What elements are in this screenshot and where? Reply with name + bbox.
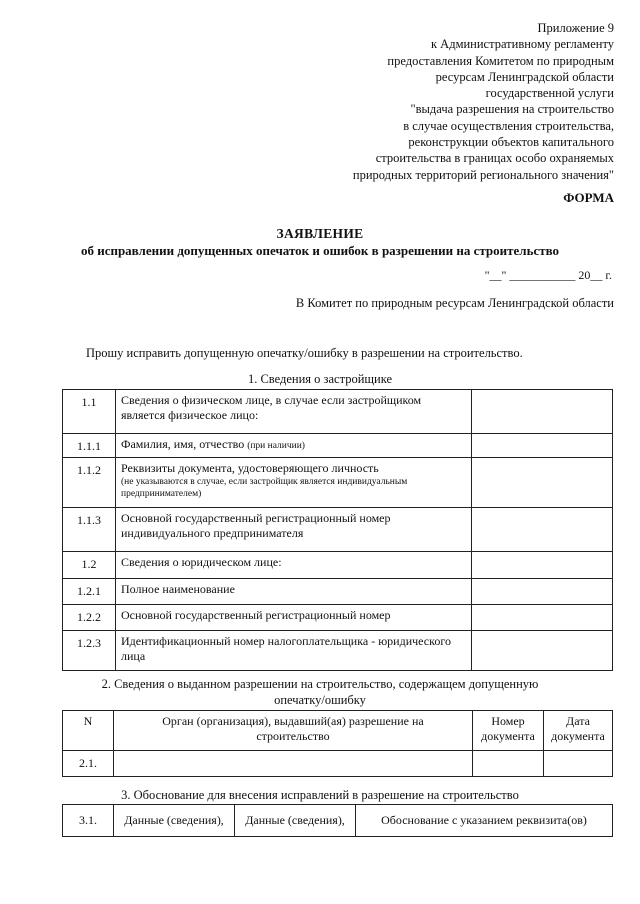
header-line: Приложение 9 xyxy=(537,21,614,35)
row-label-text: Полное наименование xyxy=(121,582,235,596)
row-label xyxy=(116,605,472,631)
document-date-cell[interactable] xyxy=(544,751,613,777)
row-value-cell[interactable] xyxy=(472,605,613,631)
header-line: строительства в границах особо охраняемых xyxy=(375,151,614,166)
row-number: 1.1.1 xyxy=(63,434,116,458)
row-number: 2.1. xyxy=(63,751,114,777)
column-header: Данные (сведения), xyxy=(235,805,356,837)
row-number: 1.1.2 xyxy=(63,458,116,508)
appendix-header xyxy=(314,20,614,183)
section2-title-line: опечатку/ошибку xyxy=(274,693,366,707)
row-label xyxy=(116,458,472,508)
column-header: Дата документа xyxy=(544,711,613,751)
row-number: 1.2 xyxy=(63,552,116,579)
table-row xyxy=(63,579,613,605)
column-header: Обоснование с указанием реквизита(ов) xyxy=(356,805,613,837)
recipient: В Комитет по природным ресурсам Ленинградской области xyxy=(295,296,614,310)
row-value-cell[interactable] xyxy=(472,458,613,508)
row-value-cell[interactable] xyxy=(472,552,613,579)
row-label xyxy=(116,508,472,552)
row-note: (не указываются в случае, если застройщик является индивидуальным предпринимателем) xyxy=(121,476,408,499)
row-value-cell[interactable] xyxy=(472,434,613,458)
column-header: Орган (организация), выдавший(ая) разрешение на строительство xyxy=(114,711,473,751)
row-label-text: Основной государственный регистрационный номер индивидуального предпринимателя xyxy=(121,511,391,540)
table-row xyxy=(63,434,613,458)
section1-title: 1. Сведения о застройщике xyxy=(247,372,393,386)
section2-title-line: 2. Сведения о выданном разрешении на строительство, содержащем допущенную xyxy=(101,677,539,691)
row-value-cell[interactable] xyxy=(472,390,613,434)
form-label: ФОРМА xyxy=(563,190,614,205)
table-row xyxy=(63,605,613,631)
header-line: ресурсам Ленинградской области xyxy=(435,69,614,84)
column-header: Номер документа xyxy=(473,711,544,751)
row-label xyxy=(116,631,472,671)
row-number: 1.2.3 xyxy=(63,631,116,671)
row-number: 1.1 xyxy=(63,390,116,434)
row-number: 3.1. xyxy=(63,805,114,837)
document-subtitle: об исправлении допущенных опечаток и ошибок в разрешении на строительство xyxy=(80,243,560,258)
header-line: государственной услуги xyxy=(485,86,614,101)
table-header-row xyxy=(63,711,613,751)
header-line: к Административному регламенту xyxy=(430,37,614,52)
table-row xyxy=(63,458,613,508)
permit-table xyxy=(62,710,613,777)
row-value-cell[interactable] xyxy=(472,579,613,605)
document-number-cell[interactable] xyxy=(473,751,544,777)
justification-table xyxy=(62,804,613,837)
table-row xyxy=(63,631,613,671)
header-line: предоставления Комитетом по природным xyxy=(387,53,614,68)
section3-title: 3. Обоснование для внесения исправлений в разрешение на строительство xyxy=(121,788,519,802)
header-line: "выдача разрешения на строительство xyxy=(410,102,614,117)
document-title: ЗАЯВЛЕНИЕ xyxy=(276,226,364,241)
row-label xyxy=(116,390,472,434)
row-label-text: Реквизиты документа, удостоверяющего личность xyxy=(121,461,379,475)
table-row xyxy=(63,751,613,777)
header-line: природных территорий регионального значения" xyxy=(352,167,614,182)
row-label-text: Фамилия, имя, отчество xyxy=(121,437,245,451)
column-header: Данные (сведения), xyxy=(114,805,235,837)
header-line: реконструкции объектов капитального xyxy=(408,135,614,150)
authority-cell[interactable] xyxy=(114,751,473,777)
table-row xyxy=(63,508,613,552)
date-field[interactable]: "__" ___________ 20__ г. xyxy=(484,268,612,282)
table-row xyxy=(63,552,613,579)
request-text: Прошу исправить допущенную опечатку/ошибку в разрешении на строительство. xyxy=(86,346,523,360)
row-number: 1.2.2 xyxy=(63,605,116,631)
row-label xyxy=(116,434,472,458)
applicant-table xyxy=(62,389,613,671)
row-label-text: Сведения о юридическом лице: xyxy=(121,555,282,569)
column-header: N xyxy=(63,711,114,751)
row-value-cell[interactable] xyxy=(472,508,613,552)
row-label-text: Основной государственный регистрационный номер xyxy=(121,608,391,622)
row-note: (при наличии) xyxy=(247,441,305,451)
row-number: 1.2.1 xyxy=(63,579,116,605)
table-header-row xyxy=(63,805,613,837)
header-line: в случае осуществления строительства, xyxy=(403,118,614,133)
table-row xyxy=(63,390,613,434)
row-label xyxy=(116,552,472,579)
row-label xyxy=(116,579,472,605)
section2-title xyxy=(0,676,640,708)
row-label-text: Сведения о физическом лице, в случае если застройщиком является физическое лицо: xyxy=(121,393,422,422)
row-number: 1.1.3 xyxy=(63,508,116,552)
row-value-cell[interactable] xyxy=(472,631,613,671)
row-label-text: Идентификационный номер налогоплательщика - юридического лица xyxy=(121,634,451,663)
